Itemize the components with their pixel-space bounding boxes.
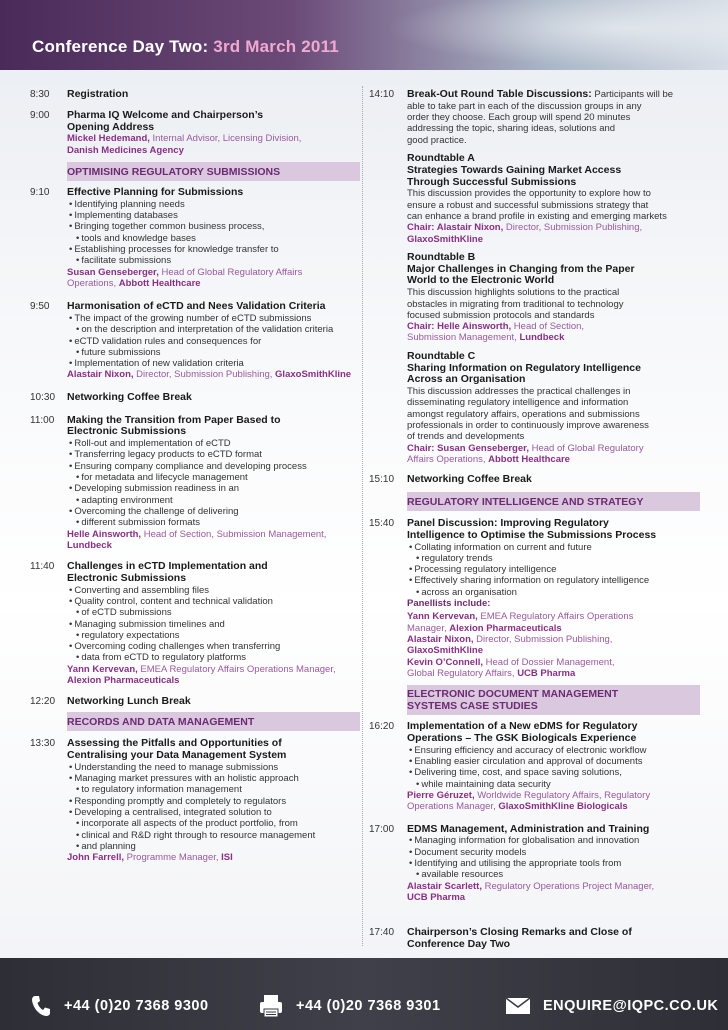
left-column <box>30 85 360 863</box>
bullet-list: • Managing information for globalisation and innovation • Document security models • Identifying and utilising the appropriate tools from • available resources <box>407 835 700 880</box>
session-title: Challenges in eCTD Implementation and <box>67 560 268 573</box>
roundtable-b: Roundtable B Major Challenges in Changing from the Paper World to the Electronic World This discussion highlights solutions to the practical obstacles in migrating from traditional to technology focused submission protocols and standards Chair: Helle Ainsworth, Head of Section, Submission Management, Lundbeck <box>407 252 700 344</box>
column-divider <box>362 86 363 946</box>
text-line: order they choose. Each group will spend 20 minutes <box>407 112 631 124</box>
email-icon <box>505 997 531 1015</box>
footer-phone[interactable] <box>30 992 209 1020</box>
bullet-list: • Collating information on current and future • regulatory trends • Processing regulatory intelligence • Effectively sharing information on regulatory intelligence • across an organisation <box>407 542 700 598</box>
text-line: addressing the topic, sharing ideas, solutions and <box>407 123 616 135</box>
text-line: good practice. <box>407 134 467 146</box>
session-time: 15:40 <box>369 518 395 529</box>
speaker-org: UCB Pharma <box>407 891 466 903</box>
speaker: Helle Ainsworth, Head of Section, Submission Management, <box>67 528 327 540</box>
session-opening <box>30 110 360 156</box>
chair-org: Affairs Operations, Abbott Healthcare <box>407 453 570 465</box>
session-transition <box>30 415 360 552</box>
bullet-list: • Identifying planning needs • Implementing databases • Bringing together common business process, • tools and knowledge bases • Establishing processes for knowledge transfer to • facilitate submissions <box>67 199 360 267</box>
session-title: Pharma IQ Welcome and Chairperson’s <box>67 108 264 121</box>
session-coffee <box>30 392 360 404</box>
section-header: OPTIMISING REGULATORY SUBMISSIONS <box>67 162 360 181</box>
session-title: Implementation of a New eDMS for Regulatory <box>407 720 638 733</box>
session-title: Networking Coffee Break <box>67 390 192 403</box>
bullet-list: • Ensuring efficiency and accuracy of electronic workflow • Enabling easier circulation and approval of documents • Delivering time, cost, and space saving solutions, • while maintaining data security <box>407 745 700 790</box>
section-header: REGULATORY INTELLIGENCE AND STRATEGY <box>407 492 700 511</box>
panellists-label: Panellists include: <box>407 598 491 610</box>
session-coffee-2 <box>370 474 700 486</box>
session-time: 9:00 <box>30 109 50 121</box>
session-time: 9:10 <box>30 186 50 198</box>
session-time: 17:00 <box>369 823 395 835</box>
breakout-intro: Break-Out Round Table Discussions: Participants will be <box>407 88 674 100</box>
speaker: Alastair Nixon, Director, Submission Publishing, GlaxoSmithKline <box>67 369 352 381</box>
title-prefix: Conference Day Two: <box>32 37 209 56</box>
panellist-org: Global Regulatory Affairs, UCB Pharma <box>407 667 576 679</box>
session-time: 13:30 <box>30 738 56 750</box>
footer-fax[interactable] <box>258 992 441 1020</box>
roundtable-a: Roundtable A Strategies Towards Gaining Market Access Through Successful Submissions This discussion provides the opportunity to explore how to ensure a robust and successful submissions strategy that can enhance a brand profile in existing and emerging markets Chair: Alastair Nixon, Director, Submission Publishing, GlaxoSmithKline <box>407 153 700 245</box>
session-time: 8:30 <box>30 89 50 100</box>
header-banner <box>0 0 728 70</box>
session-time: 10:30 <box>30 391 56 403</box>
session-title: Making the Transition from Paper Based to <box>67 413 281 426</box>
session-breakout <box>370 89 700 465</box>
speaker: Pierre Géruzet, Worldwide Regulatory Affairs, Regulatory <box>407 789 651 801</box>
session-title: EDMS Management, Administration and Training <box>407 822 650 835</box>
fax-number: +44 (0)20 7368 9301 <box>296 998 441 1014</box>
bullet-list: • Understanding the need to manage submissions • Managing market pressures with an holistic approach • to regulatory information management • Responding promptly and completely to regulators • Developing a centralised, integrated solution to • incorporate all aspects of the product portfolio, from • clinical and R&D right through to resource management • and planning <box>67 762 360 852</box>
bullet-list: • Roll-out and implementation of eCTD • Transferring legacy products to eCTD format • Ensuring company compliance and developing process • for metadata and lifecycle management • Developing submission readiness in an • adapting environment • Overcoming the challenge of delivering • different submission formats <box>67 438 360 528</box>
chair: Chair: Helle Ainsworth, Head of Section, <box>407 321 585 333</box>
speaker: Mickel Hedemand, Internal Advisor, Licensing Division, <box>67 133 302 145</box>
speaker: Susan Genseberger, Head of Global Regulatory Affairs <box>67 266 303 278</box>
bullet-list: • Converting and assembling files • Quality control, content and technical validation • of eCTD submissions • Managing submission timelines and • regulatory expectations • Overcoming coding challenges when transferring • data from eCTD to regulatory platforms <box>67 585 360 664</box>
session-time: 11:40 <box>30 561 55 573</box>
speaker-org: Danish Medicines Agency <box>67 144 184 156</box>
chair: Chair: Susan Genseberger, Head of Global Regulatory <box>407 442 644 454</box>
panellist: Yann Kervevan, EMEA Regulatory Affairs Operations <box>407 611 634 623</box>
session-title: Chairperson’s Closing Remarks and Close of <box>407 926 632 939</box>
session-title: Panel Discussion: Improving Regulatory <box>407 517 609 529</box>
section-header: RECORDS AND DATA MANAGEMENT <box>67 712 360 731</box>
session-lunch <box>30 696 360 708</box>
session-time: 16:20 <box>369 721 395 733</box>
session-title: Opening Address <box>67 120 155 133</box>
session-title: Intelligence to Optimise the Submissions Process <box>407 528 657 541</box>
section-header: ELECTRONIC DOCUMENT MANAGEMENT SYSTEMS CASE STUDIES <box>407 685 700 715</box>
panellist-org: GlaxoSmithKline <box>407 645 484 657</box>
text-line: able to take part in each of the discussion groups in any <box>407 100 642 112</box>
session-time: 17:40 <box>369 927 395 939</box>
roundtable-c: Roundtable C Sharing Information on Regulatory Intelligence Across an Organisation This discussion addresses the practical challenges in disseminating regulatory intelligence and information amongst regulatory affairs, operations and submissions professionals in order to continuously improve awareness of trends and developments Chair: Susan Genseberger, Head of Global Regulatory Affairs Operations, Abbott Healthcare <box>407 351 700 465</box>
session-challenges <box>30 561 360 686</box>
session-edms-management <box>370 824 700 904</box>
session-title: Registration <box>67 88 129 100</box>
session-title: Electronic Submissions <box>67 425 187 438</box>
session-time: 11:00 <box>30 414 55 426</box>
session-edms-gsk <box>370 721 700 812</box>
speaker: Yann Kervevan, EMEA Regulatory Affairs Operations Manager, <box>67 663 336 675</box>
title-date: 3rd March 2011 <box>213 37 339 56</box>
session-time: 9:50 <box>30 301 50 313</box>
chair-org: Submission Management, Lundbeck <box>407 332 565 344</box>
header-glow <box>368 0 728 70</box>
email-address: ENQUIRE@IQPC.CO.UK <box>543 998 719 1014</box>
speaker-org: Alexion Pharmaceuticals <box>67 675 180 687</box>
session-registration <box>30 89 360 101</box>
session-closing <box>370 927 700 951</box>
panellist: Alastair Nixon, Director, Submission Publishing, <box>407 633 613 645</box>
session-data-management <box>30 738 360 863</box>
session-title: Networking Coffee Break <box>407 473 532 486</box>
bullet-list: • The impact of the growing number of eCTD submissions • on the description and interpretation of the validation criteria • eCTD validation rules and consequences for • future submissions • Implementation of new validation criteria <box>67 313 360 369</box>
session-title: Harmonisation of eCTD and Nees Validation Criteria <box>67 300 326 313</box>
chair: Chair: Alastair Nixon, Director, Submission Publishing, <box>407 222 643 234</box>
session-title: Electronic Submissions <box>67 571 187 584</box>
session-title: Operations – The GSK Biologicals Experience <box>407 731 637 744</box>
fax-icon <box>258 994 284 1018</box>
panellist-org: Manager, Alexion Pharmaceuticals <box>407 622 562 634</box>
session-planning <box>30 187 360 267</box>
speaker: John Farrell, Programme Manager, ISI <box>67 852 233 864</box>
session-title: Conference Day Two <box>407 937 511 950</box>
session-time: 12:20 <box>30 696 56 708</box>
session-title: Effective Planning for Submissions <box>67 185 244 198</box>
right-column <box>370 85 700 951</box>
speaker-org: Lundbeck <box>67 539 112 551</box>
page-title <box>32 37 339 57</box>
session-title: Assessing the Pitfalls and Opportunities of <box>67 737 282 750</box>
phone-number: +44 (0)20 7368 9300 <box>64 998 209 1014</box>
session-title: Centralising your Data Management System <box>67 748 287 761</box>
footer-email[interactable] <box>505 992 718 1020</box>
speaker: Alastair Scarlett, Regulatory Operations Project Manager, <box>407 880 655 892</box>
chair-org: GlaxoSmithKline <box>407 233 484 245</box>
session-title: Networking Lunch Break <box>67 695 191 708</box>
footer <box>0 958 728 1030</box>
session-time: 15:10 <box>369 474 395 486</box>
speaker-org: Operations Manager, GlaxoSmithKline Biologicals <box>407 801 628 813</box>
panellist: Kevin O’Connell, Head of Dossier Management, <box>407 656 615 668</box>
speaker-org: Operations, Abbott Healthcare <box>67 277 201 289</box>
session-harmonisation <box>30 301 360 381</box>
session-time: 14:10 <box>369 89 395 100</box>
phone-icon <box>30 994 52 1018</box>
speaker-block <box>30 267 360 290</box>
session-panel <box>370 518 700 679</box>
